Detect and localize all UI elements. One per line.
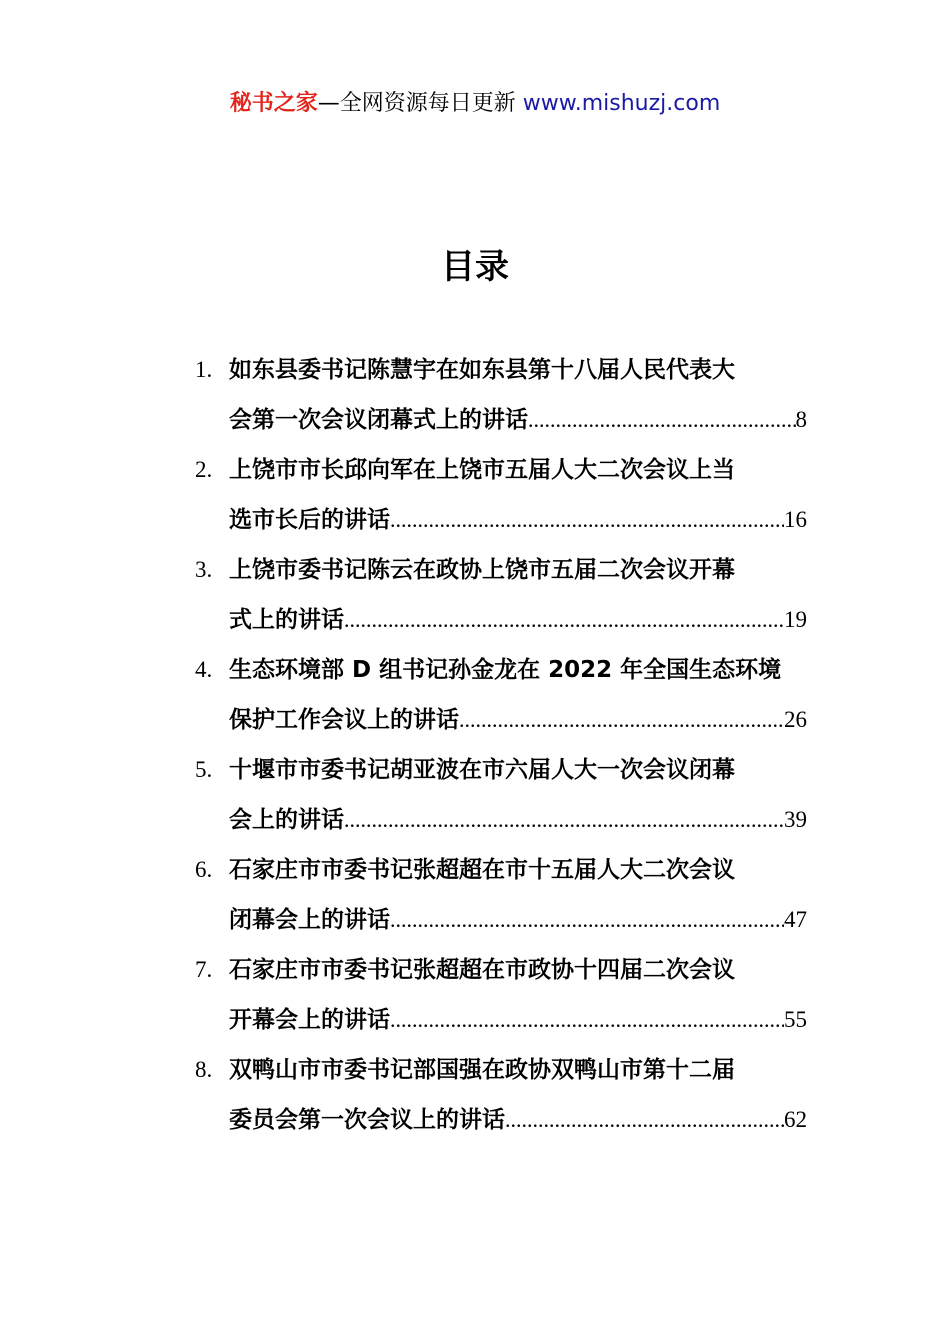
toc-entry-title-line1: 石家庄市市委书记张超超在市政协十四届二次会议 xyxy=(229,957,735,983)
toc-entry[interactable] xyxy=(195,645,807,745)
toc-dot-leader xyxy=(390,495,784,545)
toc-entry-title-line2 xyxy=(229,495,807,545)
toc-entry-title-line2 xyxy=(229,395,807,445)
toc-entry-title-line1: 上饶市委书记陈云在政协上饶市五届二次会议开幕 xyxy=(229,557,735,583)
toc-entry[interactable] xyxy=(195,845,807,945)
toc-entry-page: 16 xyxy=(784,507,807,532)
toc-entry[interactable] xyxy=(195,945,807,1045)
toc-entry-title-line2 xyxy=(229,595,807,645)
toc-entry-title-end: 式上的讲话 xyxy=(229,607,344,633)
toc-entry-title-line1: 上饶市市长邱向军在上饶市五届人大二次会议上当 xyxy=(229,457,735,483)
toc-entry-title-line1: 生态环境部 D 组书记孙金龙在 2022 年全国生态环境 xyxy=(229,657,782,683)
toc-dot-leader xyxy=(344,595,784,645)
toc-entry-number: 5. xyxy=(195,757,213,782)
toc-entry-page: 8 xyxy=(795,407,807,432)
toc-entry-number: 2. xyxy=(195,457,213,482)
toc-entry-title-line2 xyxy=(229,1095,807,1145)
toc-entry-title-line2 xyxy=(229,795,807,845)
toc-entry-number: 6. xyxy=(195,857,213,882)
toc-dot-leader xyxy=(390,895,784,945)
toc-dot-leader xyxy=(505,1095,784,1145)
toc-entry-title-line1: 十堰市市委书记胡亚波在市六届人大一次会议闭幕 xyxy=(229,757,735,783)
page-title: 目录 xyxy=(441,247,509,287)
toc-entry[interactable] xyxy=(195,445,807,545)
toc-entry-page: 47 xyxy=(784,907,807,932)
toc-entry-number: 7. xyxy=(195,957,213,982)
toc-entry-page: 26 xyxy=(784,707,807,732)
toc-entry-title-end: 委员会第一次会议上的讲话 xyxy=(229,1107,505,1133)
toc-entry[interactable] xyxy=(195,345,807,445)
page-header xyxy=(0,88,950,120)
toc-entry-title-end: 闭幕会上的讲话 xyxy=(229,907,390,933)
toc-dot-leader xyxy=(528,395,796,445)
toc-entry-title-line1: 双鸭山市市委书记部国强在政协双鸭山市第十二届 xyxy=(229,1057,735,1083)
toc-entry-number: 8. xyxy=(195,1057,213,1082)
toc-dot-leader xyxy=(344,795,784,845)
toc-entry-number: 4. xyxy=(195,657,213,682)
toc-entry-number: 1. xyxy=(195,357,213,382)
toc-entry[interactable] xyxy=(195,745,807,845)
toc-entry-page: 39 xyxy=(784,807,807,832)
toc-dot-leader xyxy=(459,695,784,745)
toc-entry-page: 62 xyxy=(784,1107,807,1132)
toc-entry-title-line1: 如东县委书记陈慧宇在如东县第十八届人民代表大 xyxy=(229,357,735,383)
toc-entry-title-line2 xyxy=(229,695,807,745)
toc-entry-title-end: 开幕会上的讲话 xyxy=(229,1007,390,1033)
header-tagline: —全网资源每日更新 xyxy=(317,91,516,116)
table-of-contents xyxy=(195,345,807,1145)
toc-entry[interactable] xyxy=(195,545,807,645)
toc-entry-page: 19 xyxy=(784,607,807,632)
toc-entry-title-end: 会第一次会议闭幕式上的讲话 xyxy=(229,407,528,433)
toc-entry-page: 55 xyxy=(784,1007,807,1032)
toc-entry[interactable] xyxy=(195,1045,807,1145)
toc-dot-leader xyxy=(390,995,784,1045)
toc-entry-title-line2 xyxy=(229,895,807,945)
toc-entry-title-end: 保护工作会议上的讲话 xyxy=(229,707,459,733)
site-url-link[interactable]: www.mishuzj.com xyxy=(522,91,721,116)
toc-entry-title-line2 xyxy=(229,995,807,1045)
toc-entry-number: 3. xyxy=(195,557,213,582)
toc-entry-title-line1: 石家庄市市委书记张超超在市十五届人大二次会议 xyxy=(229,857,735,883)
brand-name: 秘书之家 xyxy=(229,91,318,116)
toc-entry-title-end: 选市长后的讲话 xyxy=(229,507,390,533)
toc-entry-title-end: 会上的讲话 xyxy=(229,807,344,833)
